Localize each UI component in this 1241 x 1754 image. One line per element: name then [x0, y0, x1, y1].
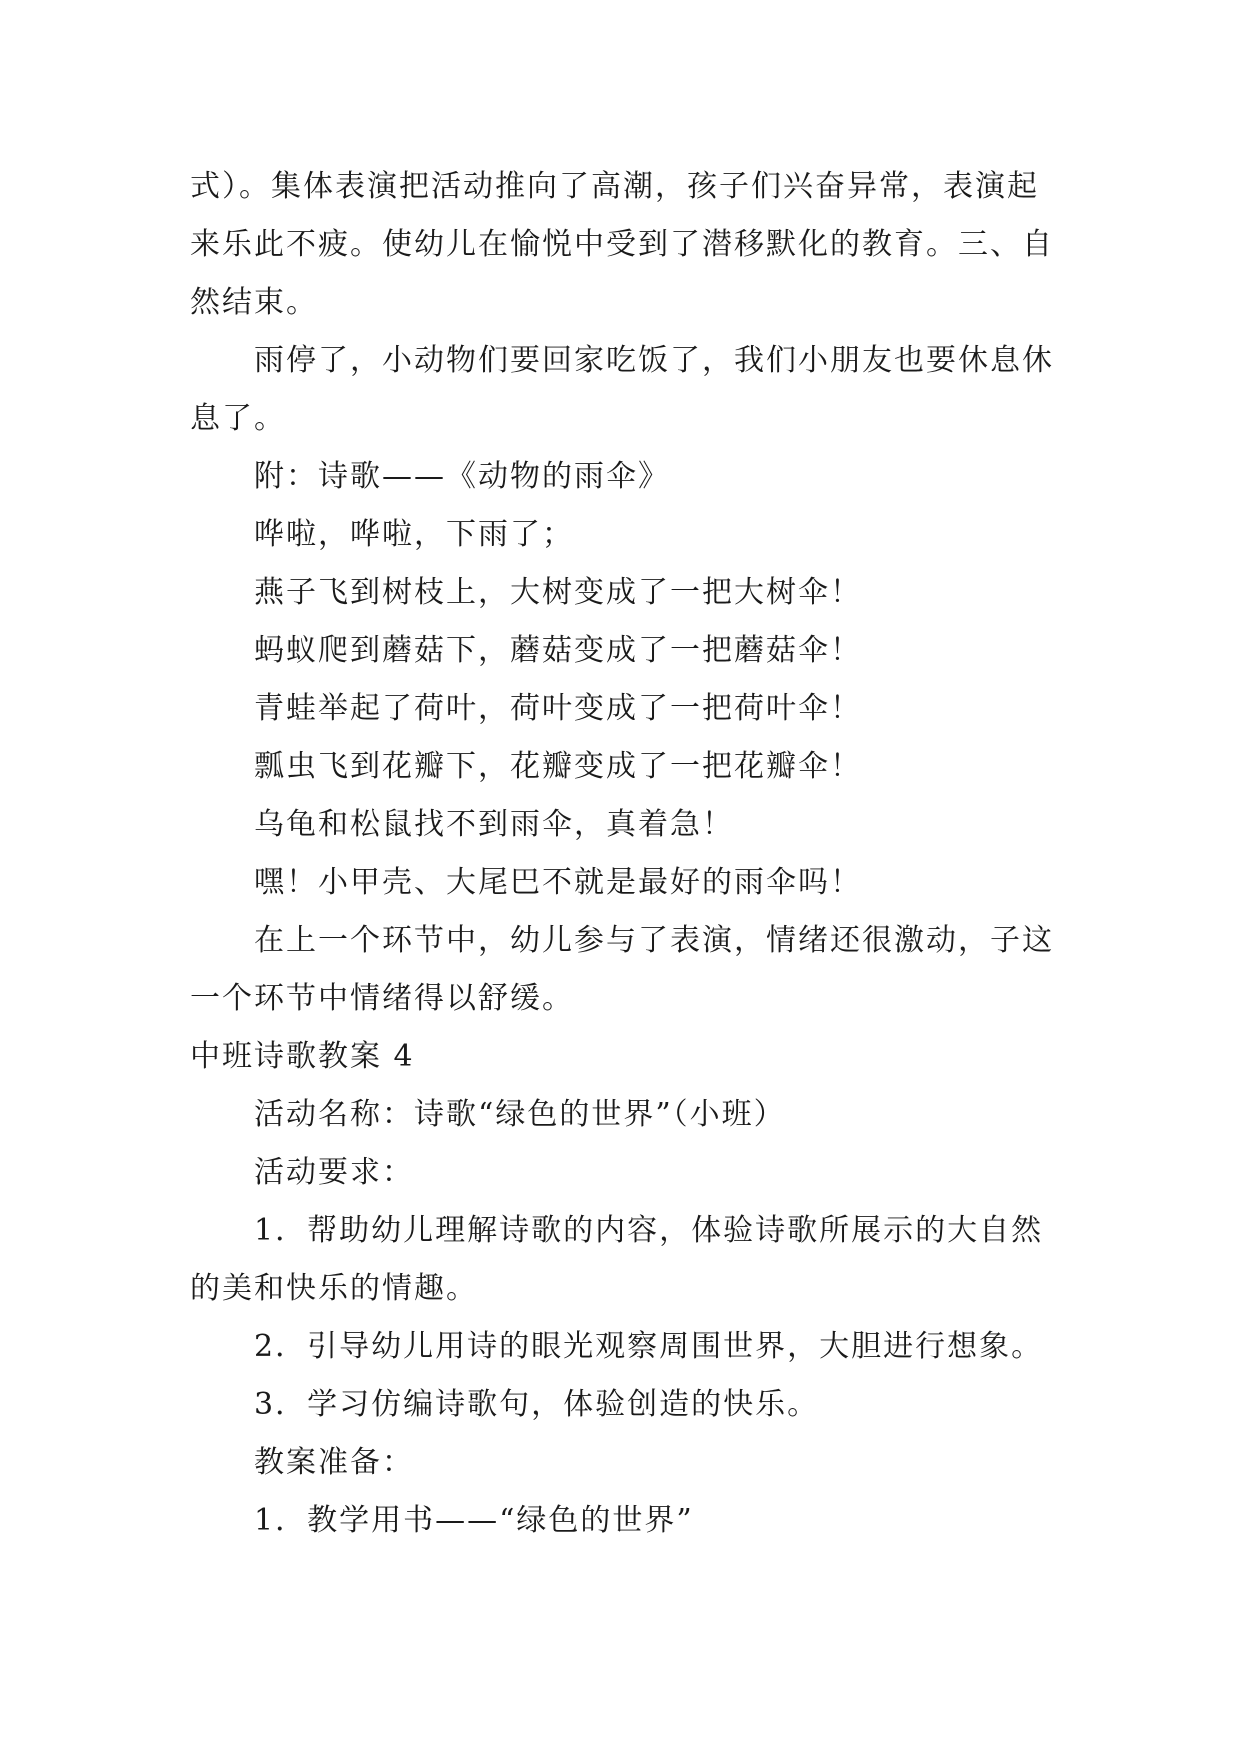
requirements-label: 活动要求：: [254, 1155, 414, 1190]
poem-line: 嘿！小甲壳、大尾巴不就是最好的雨伞吗！: [254, 865, 862, 900]
requirement-item: 2．引导幼儿用诗的眼光观察周围世界，大胆进行想象。: [254, 1329, 1044, 1364]
requirement-item: 3．学习仿编诗歌句，体验创造的快乐。: [254, 1387, 820, 1422]
section-heading: 中班诗歌教案 4: [190, 1039, 415, 1074]
poem-line: 青蛙举起了荷叶，荷叶变成了一把荷叶伞！: [254, 691, 862, 726]
requirement-item: 1．帮助幼儿理解诗歌的内容，体验诗歌所展示的大自然的美和快乐的情趣。: [190, 1213, 1044, 1306]
poem-line: 哗啦，哗啦，下雨了；: [254, 517, 574, 552]
poem-line: 瓢虫飞到花瓣下，花瓣变成了一把花瓣伞！: [254, 749, 862, 784]
poem-title: 附：诗歌——《动物的雨伞》: [254, 459, 670, 494]
document-body: [190, 158, 1060, 1550]
paragraph-rain-stopped: 雨停了，小动物们要回家吃饭了，我们小朋友也要休息休息了。: [190, 343, 1054, 436]
paragraph-performance-summary: 式）。集体表演把活动推向了高潮，孩子们兴奋异常，表演起来乐此不疲。使幼儿在愉悦中受到了潜移默化的教育。三、自然结束。: [190, 169, 1054, 320]
activity-name: 活动名称：诗歌“绿色的世界”（小班）: [254, 1097, 786, 1132]
poem-line: 蚂蚁爬到蘑菇下，蘑菇变成了一把蘑菇伞！: [254, 633, 862, 668]
poem-line: 燕子飞到树枝上，大树变成了一把大树伞！: [254, 575, 862, 610]
paragraph-transition-note: 在上一个环节中，幼儿参与了表演，情绪还很激动，子这一个环节中情绪得以舒缓。: [190, 923, 1054, 1016]
prep-label: 教案准备：: [254, 1445, 414, 1480]
poem-line: 乌龟和松鼠找不到雨伞，真着急！: [254, 807, 734, 842]
prep-item: 1．教学用书——“绿色的世界”: [254, 1503, 694, 1538]
